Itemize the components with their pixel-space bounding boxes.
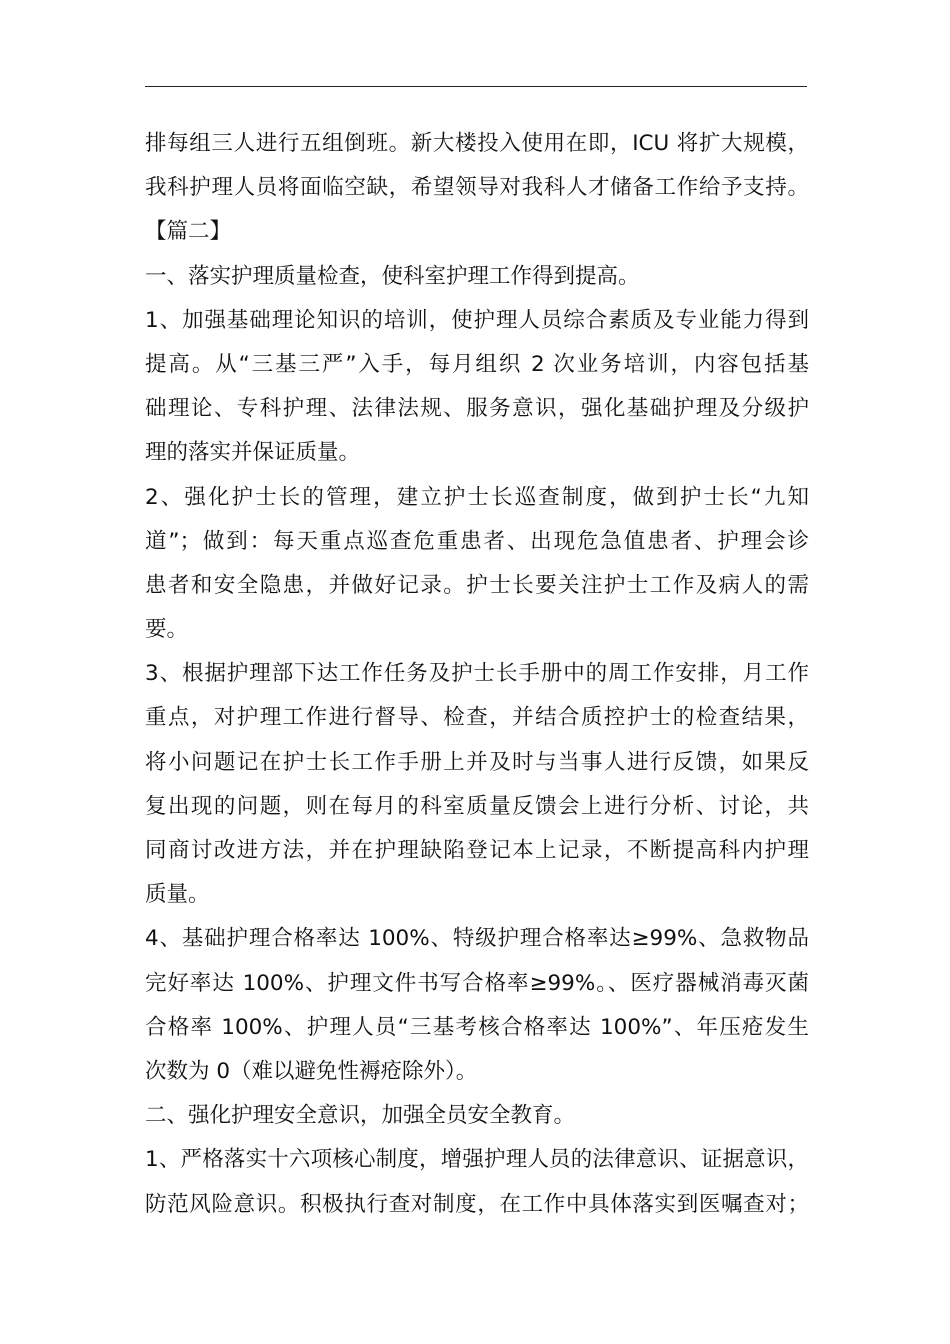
- text-line-11: 患者和安全隐患，并做好记录。护士长要关注护士工作及病人的需: [145, 572, 809, 598]
- text-line-15: 将小问题记在护士长工作手册上并及时与当事人进行反馈，如果反: [145, 749, 809, 775]
- text-line-16: 复出现的问题，则在每月的科室质量反馈会上进行分析、讨论，共: [145, 793, 809, 819]
- header-rule: [145, 86, 807, 87]
- text-line-5: 1、加强基础理论知识的培训，使护理人员综合素质及专业能力得到: [145, 307, 809, 333]
- text-line-24: 1、严格落实十六项核心制度，增强护理人员的法律意识、证据意识，: [145, 1147, 809, 1173]
- text-line-14: 重点，对护理工作进行督导、检查，并结合质控护士的检查结果，: [145, 705, 809, 731]
- text-line-2: 我科护理人员将面临空缺，希望领导对我科人才储备工作给予支持。: [145, 175, 809, 201]
- text-line-19: 4、基础护理合格率达 100%、特级护理合格率达≥99%、急救物品: [145, 926, 809, 952]
- text-line-4: 一、落实护理质量检查，使科室护理工作得到提高。: [145, 263, 640, 289]
- text-line-21: 合格率 100%、护理人员“三基考核合格率达 100%”、年压疮发生: [145, 1014, 809, 1040]
- text-line-12: 要。: [145, 617, 189, 643]
- text-line-8: 理的落实并保证质量。: [145, 440, 361, 466]
- text-line-22: 次数为 0（难以避免性褥疮除外）。: [145, 1058, 478, 1084]
- text-line-18: 质量。: [145, 882, 210, 908]
- text-line-1: 排每组三人进行五组倒班。新大楼投入使用在即，ICU 将扩大规模，: [145, 131, 809, 156]
- body-text: [145, 122, 809, 1227]
- text-line-23: 二、强化护理安全意识，加强全员安全教育。: [145, 1103, 576, 1129]
- text-line-13: 3、根据护理部下达工作任务及护士长手册中的周工作安排，月工作: [145, 661, 809, 687]
- text-line-7: 础理论、专科护理、法律法规、服务意识，强化基础护理及分级护: [145, 396, 809, 422]
- text-line-25: 防范风险意识。积极执行查对制度，在工作中具体落实到医嘱查对；: [145, 1191, 809, 1217]
- text-line-10: 道”；做到：每天重点巡查危重患者、出现危急值患者、护理会诊: [145, 528, 809, 554]
- text-line-9: 2、强化护士长的管理，建立护士长巡查制度，做到护士长“九知: [145, 484, 809, 510]
- text-line-6: 提高。从“三基三严”入手，每月组织 2 次业务培训，内容包括基: [145, 351, 809, 377]
- text-line-20: 完好率达 100%、护理文件书写合格率≥99%。、医疗器械消毒灭菌: [145, 970, 809, 996]
- text-line-17: 同商讨改进方法，并在护理缺陷登记本上记录，不断提高科内护理: [145, 838, 809, 863]
- section-heading: 【篇二】: [145, 219, 232, 245]
